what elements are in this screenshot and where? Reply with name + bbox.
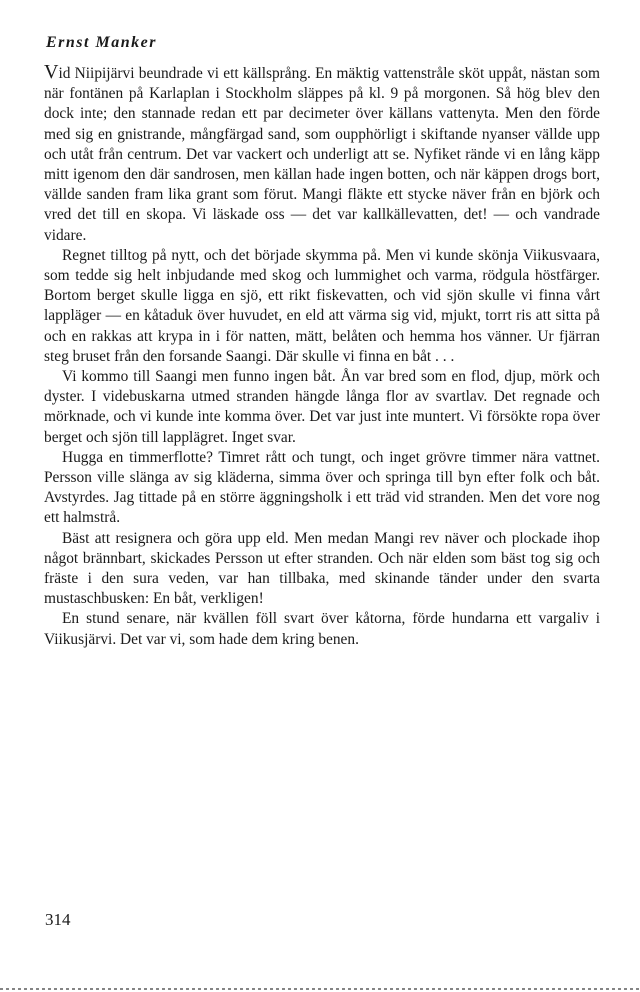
paragraph-2: Regnet tilltog på nytt, och det började skymma på. Men vi kunde skönja Viikusvaara, som tedde sig helt inbjudande med skog och lummighet och varma, rödgula höstfärger. Bortom berget skulle ligga en sjö, ett rikt fiskevatten, och vid sjön skulle vi finna vårt lappläger — en kåtaduk över huvudet, en eld att värma sig vid, mjukt, torrt ris att sitta på och en rakkas att krypa in i för natten, mätt, belåten och hemma hos vänner. Ur fjärran steg bruset från den forsande Saangi. Där skulle vi finna en båt . . .	[44, 246, 600, 365]
paragraph-1-text: id Niipijärvi beundrade vi ett källsprång. En mäktig vattenstråle sköt uppåt, nästan som när fontänen på Karlaplan i Stockholm släppes på kl. 9 på morgonen. Så hög blev den dock inte; den stannade redan ett par decimeter över källans vattenyta. Men den förde med sig en gnistrande, mångfärgad sand, som oupphörligt i skiftande nyanser vällde upp och utåt från centrum. Det var vackert och underligt att se. Nyfiket rände vi en lång käpp mitt igenom den där sandrosen, men källan hade ingen botten, och när käppen drogs bort, vällde sanden fram lika grant som förut. Mangi fläkte ett stycke näver från en björk och vred det till en skopa. Vi läskade oss — det var kallkällevatten, det! — och vandrade vidare.	[44, 65, 600, 244]
paragraph-1-initial: V	[44, 61, 59, 83]
paragraph-1	[44, 62, 600, 246]
paragraph-3: Vi kommo till Saangi men funno ingen båt. Ån var bred som en flod, djup, mörk och dyster. I videbuskarna utmed stranden hängde långa flor av svartlav. Det regnade och mörknade, och vi kunde inte komma över. Det var just inte muntert. Vi försökte ropa över berget och sjön till lapplägret. Inget svar.	[44, 368, 600, 446]
scan-edge-divider	[0, 988, 640, 990]
paragraph-5: Bäst att resignera och göra upp eld. Men medan Mangi rev näver och plockade ihop något brännbart, skickades Persson ut efter stranden. Och när elden som bäst tog sig och fräste i den sura veden, var han tillbaka, med skinande tänder under den svarta mustaschbusken: En båt, verkligen!	[44, 529, 600, 608]
page-number: 314	[45, 910, 71, 929]
paragraph-6: En stund senare, när kvällen föll svart över kåtorna, förde hundarna ett vargaliv i Viikusjärvi. Det var vi, som hade dem kring benen.	[44, 610, 600, 648]
book-page	[44, 34, 600, 650]
running-head-author: Ernst Manker	[46, 34, 157, 51]
paragraph-4: Hugga en timmerflotte? Timret rått och tungt, och inget grövre timmer nära vattnet. Persson ville slänga av sig kläderna, simma över och springa till byn efter folk och båt. Avstyrdes. Jag tittade på en större äggningsholk i ett träd vid stranden. Men det vore nog ett halmstrå.	[44, 448, 600, 527]
